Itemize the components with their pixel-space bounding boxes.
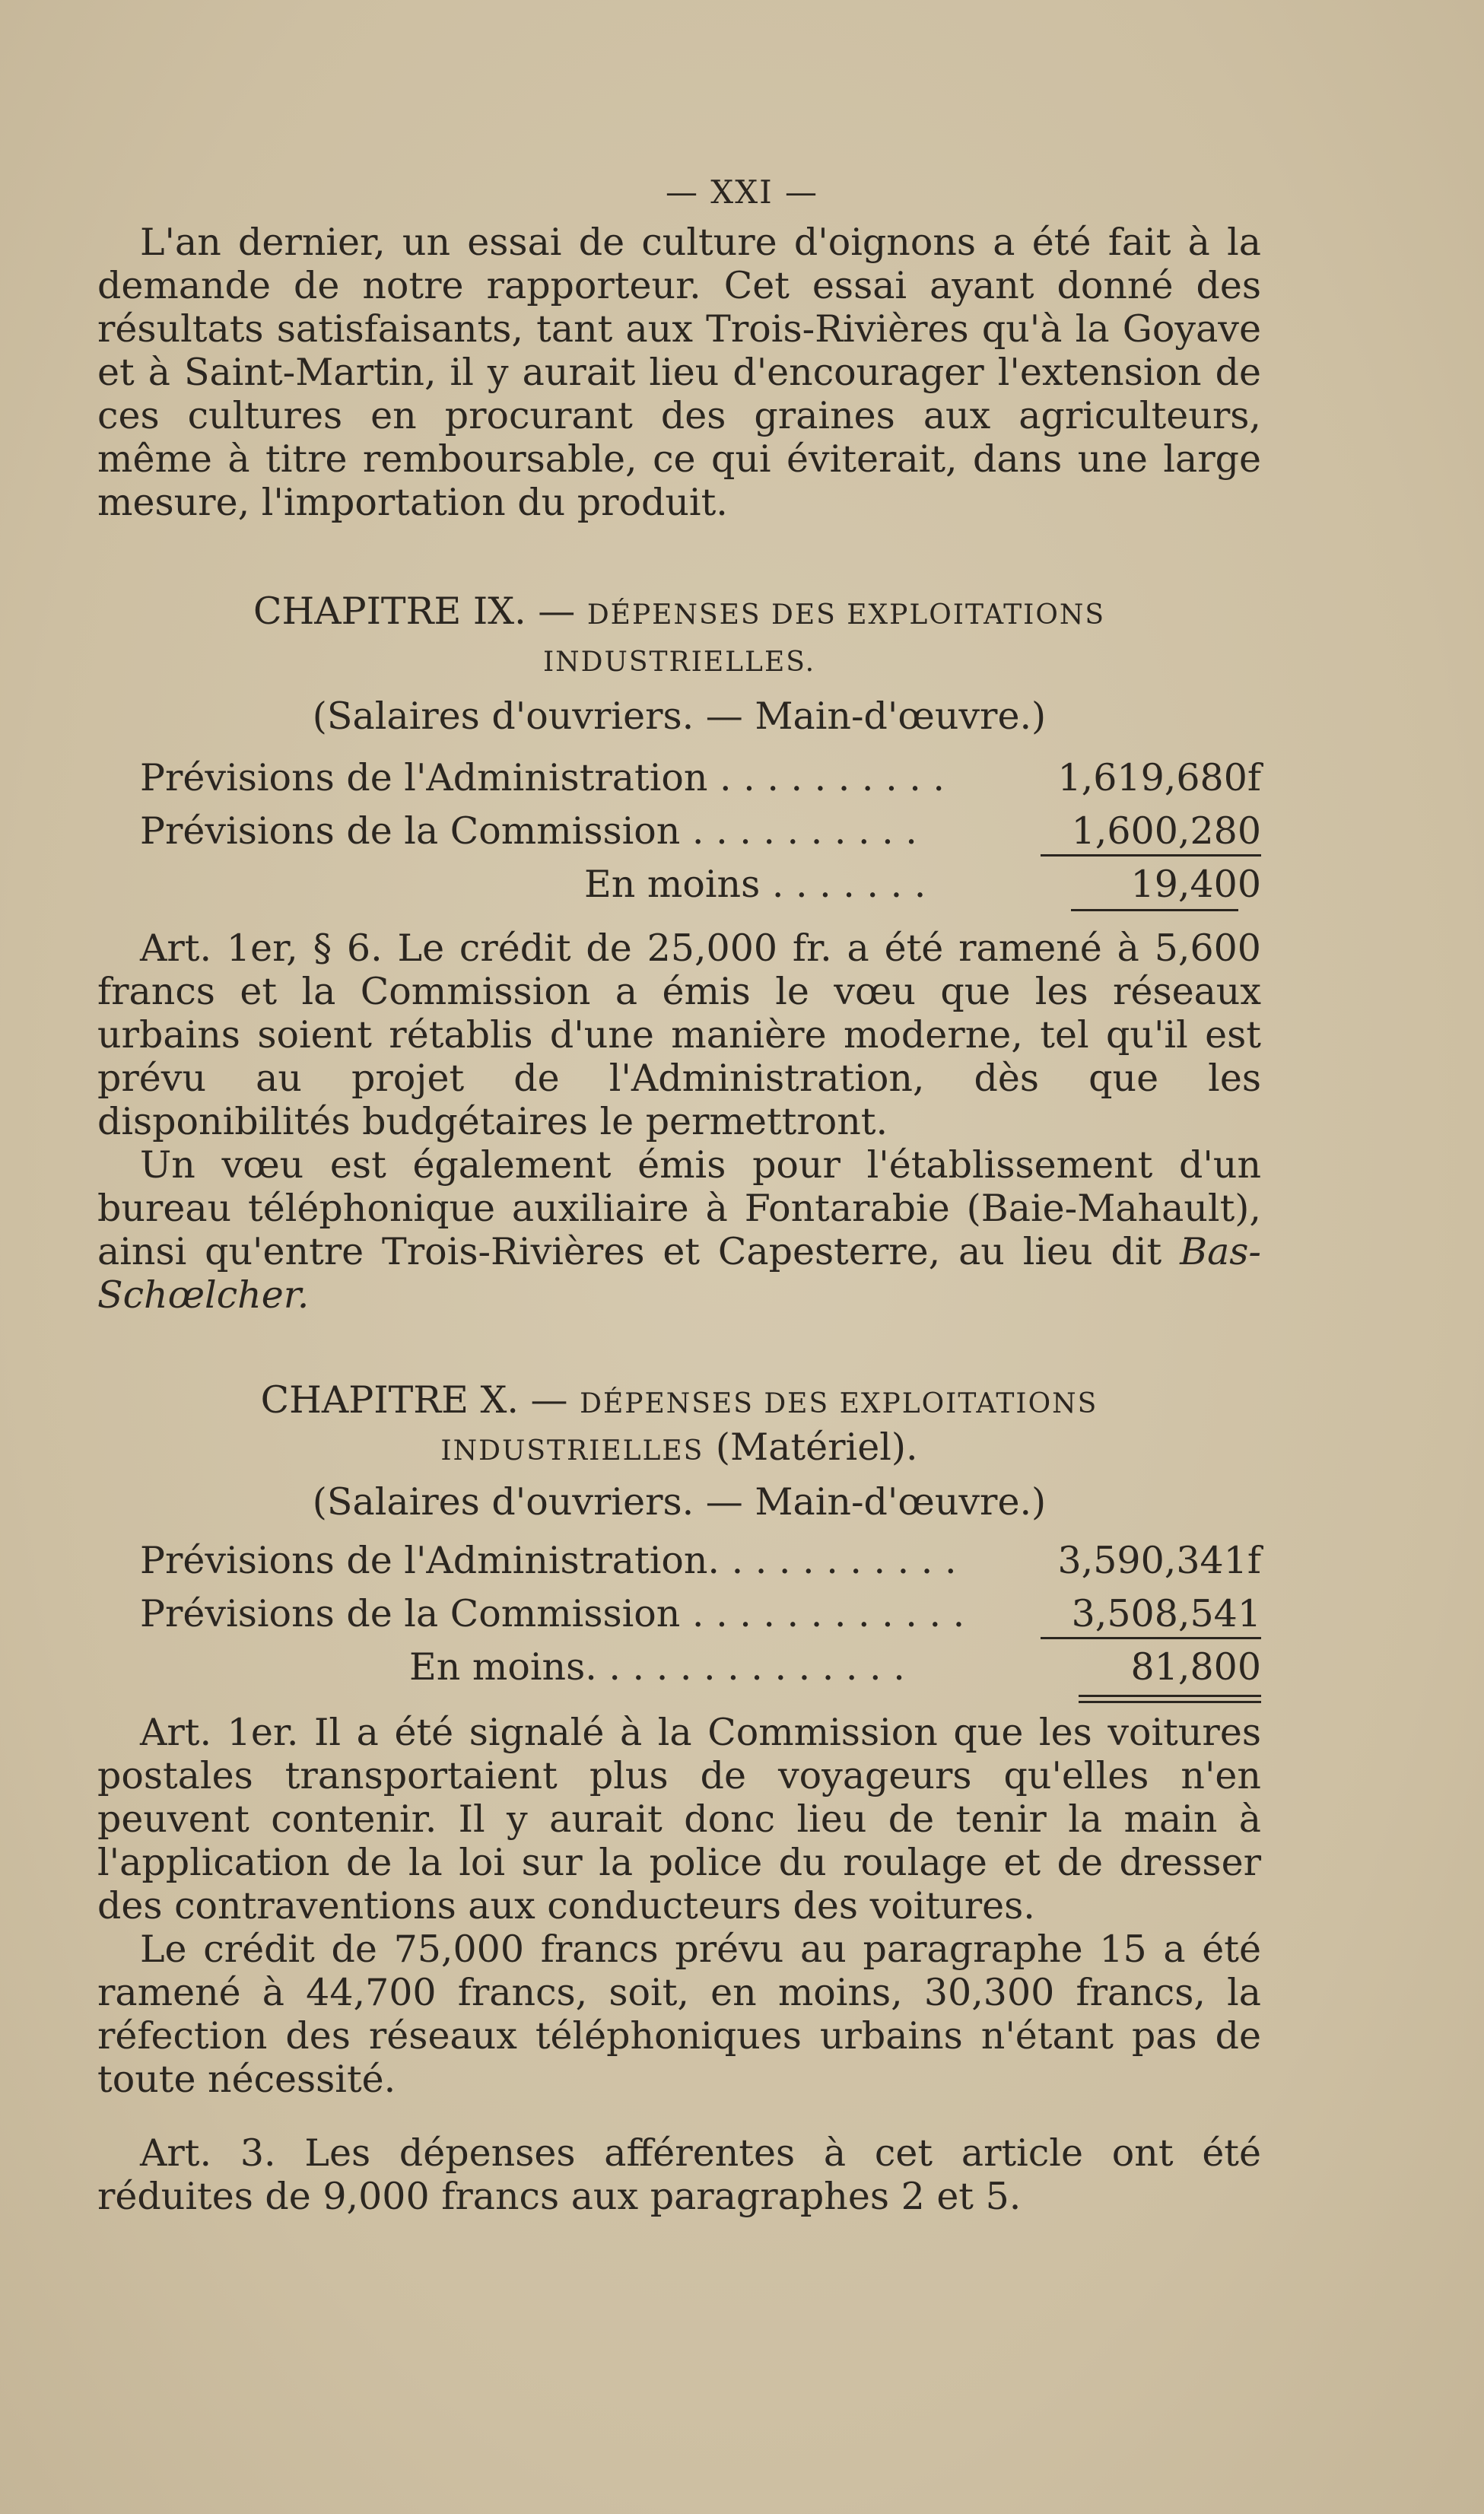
- chapter-x-title-sc1: DÉPENSES DES EXPLOITATIONS: [580, 1388, 1098, 1419]
- row-label: Prévisions de la Commission . . . . . . . . . . . .: [140, 1592, 965, 1635]
- chapter-x-title-sc2: INDUSTRIELLES: [440, 1435, 704, 1467]
- chapter-ix-title-sc1: DÉPENSES DES EXPLOITATIONS: [586, 599, 1106, 631]
- chapter-x-title: [97, 1378, 1261, 1473]
- row-label: En moins. . . . . . . . . . . . . .: [409, 1645, 905, 1689]
- row-label: En moins . . . . . . .: [584, 863, 926, 906]
- total-rule-2: [1079, 1701, 1261, 1703]
- chapter-ix-paragraph-2: [97, 1143, 1261, 1317]
- row-amount: 81,800: [1130, 1645, 1261, 1689]
- row-amount: 3,590,341f: [1057, 1539, 1261, 1582]
- row-label: Prévisions de l'Administration. . . . . . . . . . .: [140, 1539, 957, 1582]
- total-rule: [1071, 909, 1238, 911]
- total-rule-1: [1079, 1695, 1261, 1697]
- chapter-ix-title: [97, 590, 1261, 684]
- chapter-ix-subtitle: (Salaires d'ouvriers. — Main-d'œuvre.): [312, 694, 1047, 738]
- row-label: Prévisions de la Commission . . . . . . . . . .: [140, 809, 917, 853]
- row-amount: 3,508,541: [1071, 1592, 1261, 1635]
- chapter-ix-title-sc2: INDUSTRIELLES.: [542, 647, 816, 678]
- chapter-ix-paragraph-2-main: Un vœu est également émis pour l'établissement d'un bureau téléphonique auxiliaire à Fontarabie (Baie-Mahault), ainsi qu'entre Trois-Rivières et Capesterre, au lieu dit: [97, 1143, 1261, 1273]
- chapter-x-table: [97, 1534, 1261, 1694]
- chapter-x-subtitle: (Salaires d'ouvriers. — Main-d'œuvre.): [312, 1480, 1047, 1524]
- chapter-x-row-administration: [97, 1534, 1261, 1588]
- row-amount: 1,600,280: [1071, 809, 1261, 853]
- spacer: [97, 2101, 1261, 2131]
- page-number: — XXI —: [665, 173, 819, 211]
- chapter-x-title-rest: (Matériel).: [704, 1425, 918, 1469]
- chapter-x-paragraph-1: Art. 1er. Il a été signalé à la Commission que les voitures postales transportaient plus de voyageurs qu'elles n'en peuvent contenir. Il y aurait donc lieu de tenir la main à l'application de la loi sur la police du roulage et de dresser des contraventions aux conducteurs des voitures.: [97, 1711, 1261, 1928]
- sum-rule: [1041, 854, 1261, 857]
- chapter-x-row-moins: [97, 1641, 1261, 1694]
- chapter-ix-row-moins: [97, 858, 1261, 911]
- intro-paragraph: L'an dernier, un essai de culture d'oignons a été fait à la demande de notre rapporteur. Cet essai ayant donné des résultats satisfaisants, tant aux Trois-Rivières qu'à la Goyave et à Saint-Martin, il y aurait lieu d'encourager l'extension de ces cultures en procurant des graines aux agriculteurs, même à titre remboursable, ce qui éviterait, dans une large mesure, l'importation du produit.: [97, 221, 1261, 524]
- chapter-x-paragraph-2: Le crédit de 75,000 francs prévu au paragraphe 15 a été ramené à 44,700 francs, soit, en moins, 30,300 francs, la réfection des réseaux téléphoniques urbains n'étant pas de toute nécessité.: [97, 1928, 1261, 2101]
- row-amount: 19,400: [1130, 863, 1261, 906]
- chapter-x-row-commission: [97, 1588, 1261, 1641]
- row-amount: 1,619,680f: [1057, 756, 1261, 799]
- intro-block: [97, 221, 1261, 524]
- chapter-ix-paragraph-2-italic: Bas-Schœlcher.: [97, 1230, 1261, 1317]
- chapter-ix-row-commission: [97, 805, 1261, 858]
- chapter-ix: [97, 590, 1261, 1317]
- chapter-x-paragraph-3: Art. 3. Les dépenses afférentes à cet article ont été réduites de 9,000 francs aux paragraphes 2 et 5.: [97, 2131, 1261, 2218]
- sum-rule: [1041, 1637, 1261, 1639]
- chapter-ix-title-main: CHAPITRE IX. —: [253, 590, 587, 633]
- chapter-x-title-main: CHAPITRE X. —: [260, 1378, 580, 1422]
- chapter-ix-paragraph-1: Art. 1er, § 6. Le crédit de 25,000 fr. a été ramené à 5,600 francs et la Commission a émis le vœu que les réseaux urbains soient rétablis d'une manière moderne, tel qu'il est prévu au projet de l'Administration, dès que les disponibilités budgétaires le permettront.: [97, 926, 1261, 1143]
- chapter-ix-table: [97, 752, 1261, 911]
- row-label: Prévisions de l'Administration . . . . . . . . . .: [140, 756, 945, 799]
- chapter-x: [97, 1378, 1261, 2218]
- chapter-ix-row-administration: [97, 752, 1261, 805]
